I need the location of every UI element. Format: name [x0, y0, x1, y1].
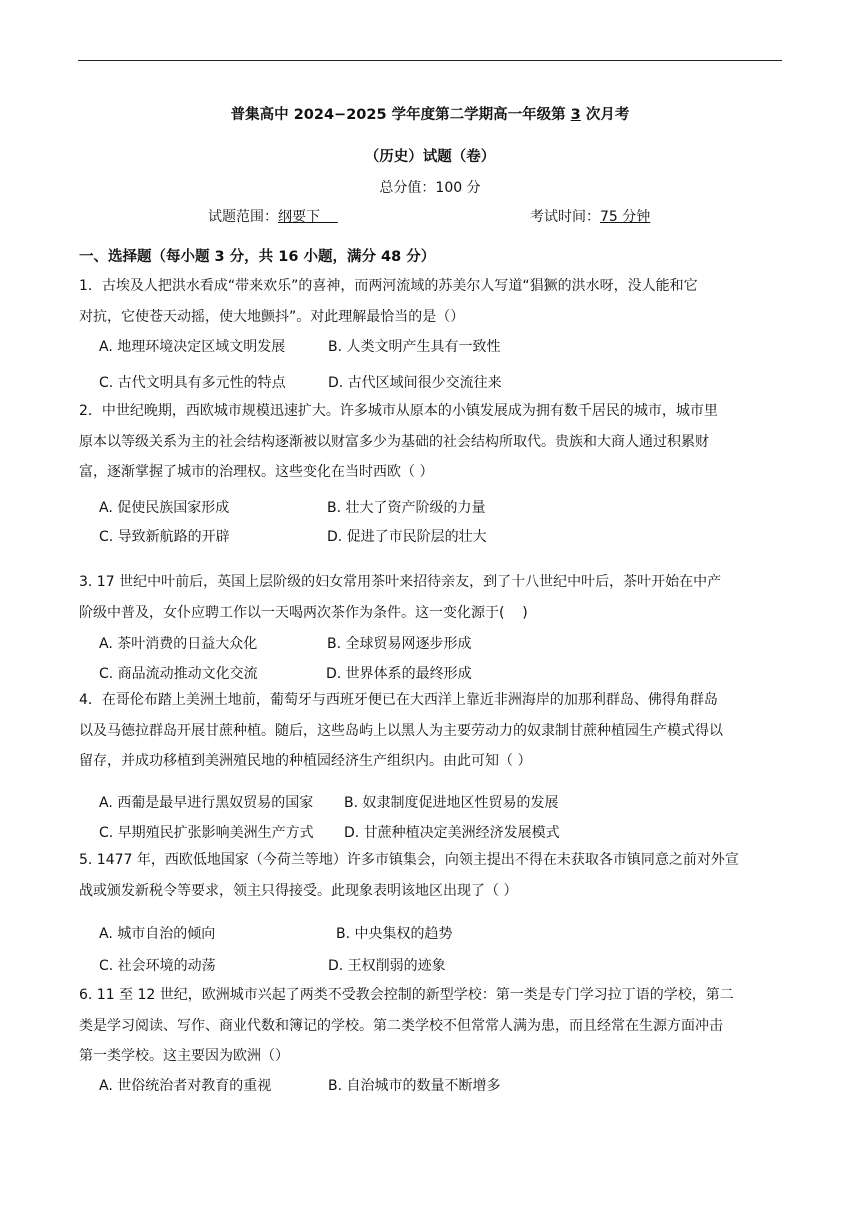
question-line: 富，逐渐掌握了城市的治理权。这些变化在当时西欧（ ）: [79, 464, 434, 480]
question-line: 对抗，它使苍天动摇，使大地颤抖”。对此理解最恰当的是（）: [79, 308, 465, 325]
option-c: C. 早期殖民扩张影响美洲生产方式: [99, 825, 314, 841]
option-a: A. 城市自治的倾向: [99, 926, 216, 942]
question-line: 6. 11 至 12 世纪，欧洲城市兴起了两类不受教会控制的新型学校：第一类是专门学习拉丁语的学校，第二: [79, 987, 734, 1003]
question-line: 以及马德拉群岛开展甘蔗种植。随后，这些岛屿上以黑人为主要劳动力的奴隶制甘蔗种植园生产模式得以: [79, 722, 723, 739]
option-b: B. 人类文明产生具有一致性: [328, 339, 501, 355]
option-c: C. 古代文明具有多元性的特点: [99, 375, 286, 391]
option-b: B. 中央集权的趋势: [336, 926, 453, 942]
top-rule: [78, 60, 782, 61]
option-b: B. 奴隶制度促进地区性贸易的发展: [344, 795, 559, 811]
option-a: A. 地理环境决定区域文明发展: [99, 339, 286, 355]
question-1: [79, 271, 785, 332]
total-score: 总分值：100 分: [379, 180, 481, 196]
option-b: B. 自治城市的数量不断增多: [328, 1078, 501, 1094]
question-line: 2．中世纪晚期，西欧城市规模迅速扩大。许多城市从原本的小镇发展成为拥有数千居民的城市，城市里: [79, 403, 718, 419]
question-line: 3. 17 世纪中叶前后，英国上层阶级的妇女常用茶叶来招待亲友，到了十八世纪中叶后，茶叶开始在中产: [79, 574, 722, 590]
option-d: D. 促进了市民阶层的壮大: [327, 529, 487, 545]
question-line: 5. 1477 年，西欧低地国家（今荷兰等地）许多市镇集会，向领主提出不得在未获取各市镇同意之前对外宣: [79, 852, 739, 868]
question-5: [79, 845, 785, 906]
section-heading: 一、选择题（每小题 3 分，共 16 小题，满分 48 分）: [79, 249, 436, 265]
question-3: [79, 567, 785, 628]
option-a: A. 西葡是最早进行黑奴贸易的国家: [99, 795, 314, 811]
option-a: A. 茶叶消费的日益大众化: [99, 636, 258, 652]
question-line: 第一类学校。这主要因为欧洲（）: [79, 1048, 289, 1064]
option-c: C. 社会环境的动荡: [99, 958, 216, 974]
exam-subtitle: （历史）试题（卷）: [364, 149, 496, 165]
question-line: 4．在哥伦布踏上美洲土地前，葡萄牙与西班牙便已在大西洋上靠近非洲海岸的加那利群岛、佛得角群岛: [79, 692, 718, 708]
option-c: C. 商品流动推动文化交流: [99, 666, 258, 682]
option-a: A. 促使民族国家形成: [99, 500, 230, 516]
question-6: [79, 980, 785, 1072]
option-d: D. 王权削弱的迹象: [328, 958, 446, 974]
option-a: A. 世俗统治者对教育的重视: [99, 1078, 272, 1094]
question-line: 阶级中普及，女仆应聘工作以一天喝两次茶作为条件。这一变化源于( ): [79, 604, 528, 621]
option-d: D. 古代区域间很少交流往来: [328, 375, 502, 391]
option-d: D. 世界体系的最终形成: [326, 666, 472, 682]
exam-title: 普集高中 2024−2025 学年度第二学期高一年级第 3 次月考: [230, 107, 630, 123]
question-2: [79, 396, 785, 488]
option-c: C. 导致新航路的开辟: [99, 529, 230, 545]
exam-range: 试题范围：纲要下: [208, 209, 338, 225]
question-4: [79, 685, 785, 777]
option-b: B. 壮大了资产阶级的力量: [327, 500, 486, 516]
question-line: 类是学习阅读、写作、商业代数和簿记的学校。第二类学校不但常常人满为患，而且经常在生源方面冲击: [79, 1017, 723, 1034]
option-d: D. 甘蔗种植决定美洲经济发展模式: [344, 825, 560, 841]
option-b: B. 全球贸易网逐步形成: [327, 636, 472, 652]
question-line: 1．古埃及人把洪水看成“带来欢乐”的喜神，而两河流域的苏美尔人写道“猖獗的洪水呀，没人能和它: [79, 278, 698, 294]
question-line: 留存，并成功移植到美洲殖民地的种植园经济生产组织内。由此可知（ ）: [79, 753, 532, 769]
exam-time: 考试时间：75 分钟: [530, 209, 651, 225]
question-line: 战或颁发新税令等要求，领主只得接受。此现象表明该地区出现了（ ）: [79, 882, 518, 899]
question-line: 原本以等级关系为主的社会结构逐渐被以财富多少为基础的社会结构所取代。贵族和大商人通过积累财: [79, 433, 709, 450]
